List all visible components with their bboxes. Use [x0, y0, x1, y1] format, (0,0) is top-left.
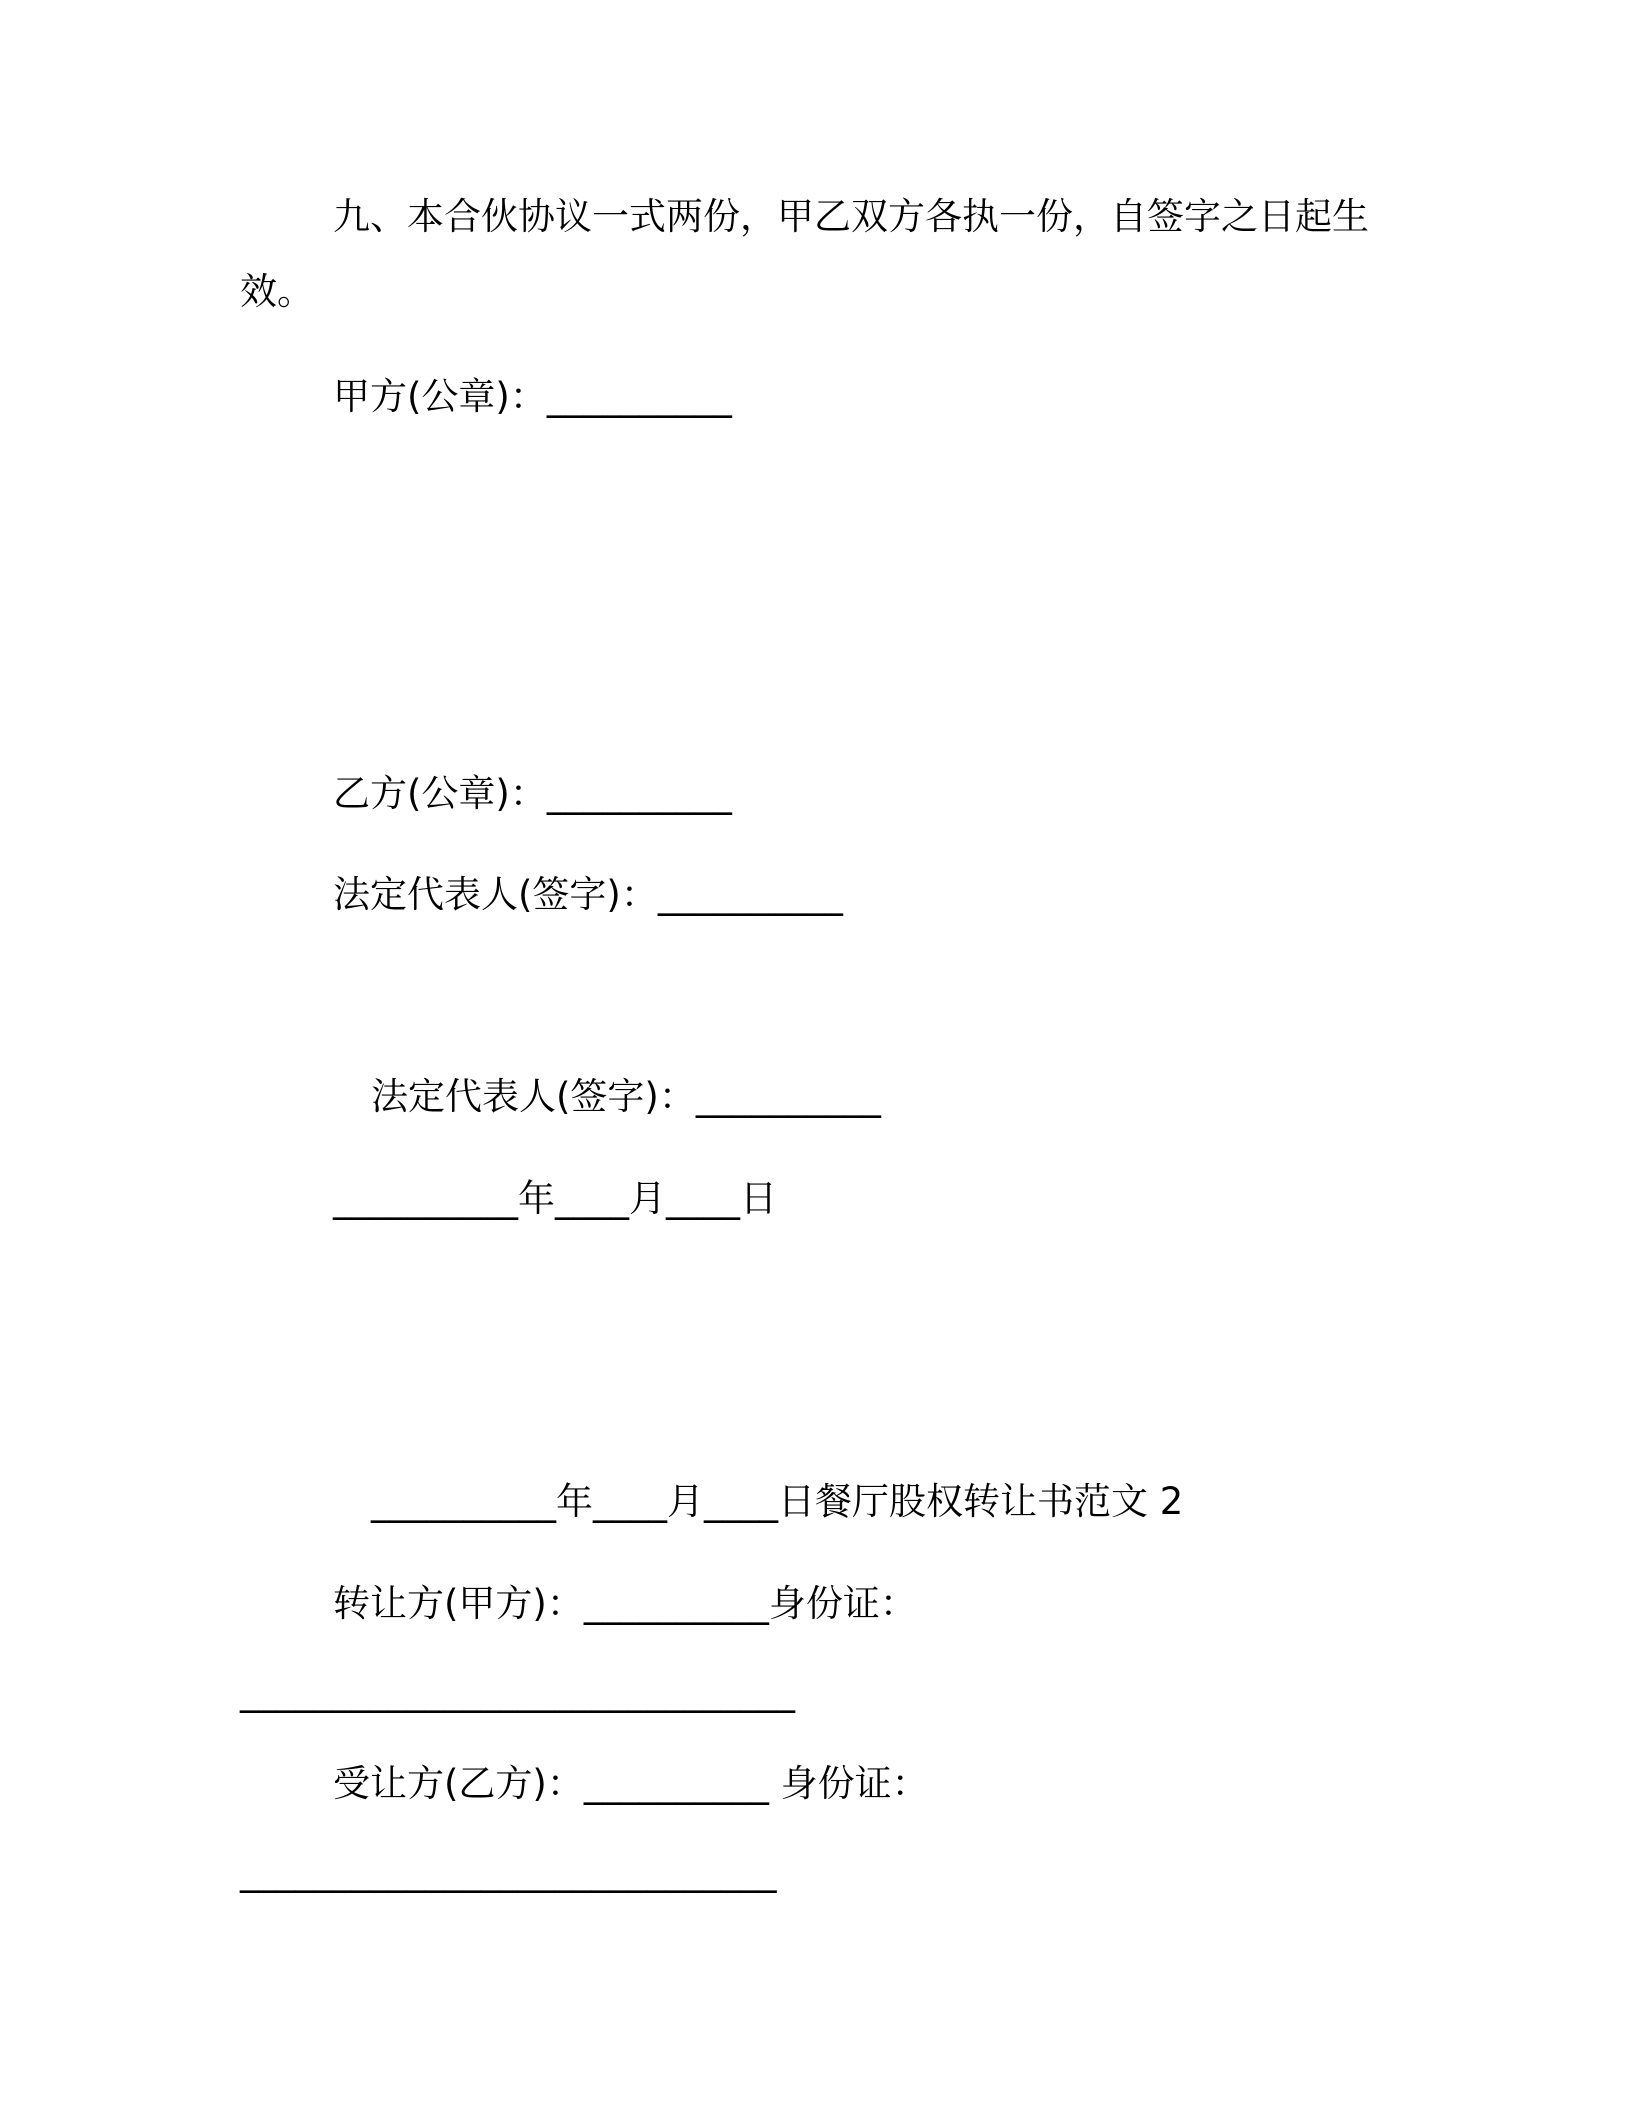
clause-nine-continuation: 效。	[240, 270, 314, 313]
party-a-seal-line: 甲方(公章)：__________	[333, 375, 732, 418]
legal-representative-signature-line: 法定代表人(签字)：__________	[333, 873, 843, 916]
transferor-id-blank: ______________________________	[240, 1670, 795, 1713]
date-line: __________年____月____日	[333, 1177, 777, 1220]
transferee-line: 受让方(乙方)：__________ 身份证：	[333, 1762, 929, 1805]
transferee-id-blank: _____________________________	[240, 1850, 777, 1893]
clause-nine-text: 九、本合伙协议一式两份，甲乙双方各执一份，自签字之日起生	[333, 195, 1369, 238]
date-and-title-line: __________年____月____日餐厅股权转让书范文 2	[371, 1480, 1184, 1523]
party-b-seal-line: 乙方(公章)：__________	[333, 772, 732, 815]
legal-representative-signature-line-2: 法定代表人(签字)：__________	[371, 1075, 881, 1118]
transferor-line: 转让方(甲方)：__________身份证：	[333, 1582, 917, 1625]
